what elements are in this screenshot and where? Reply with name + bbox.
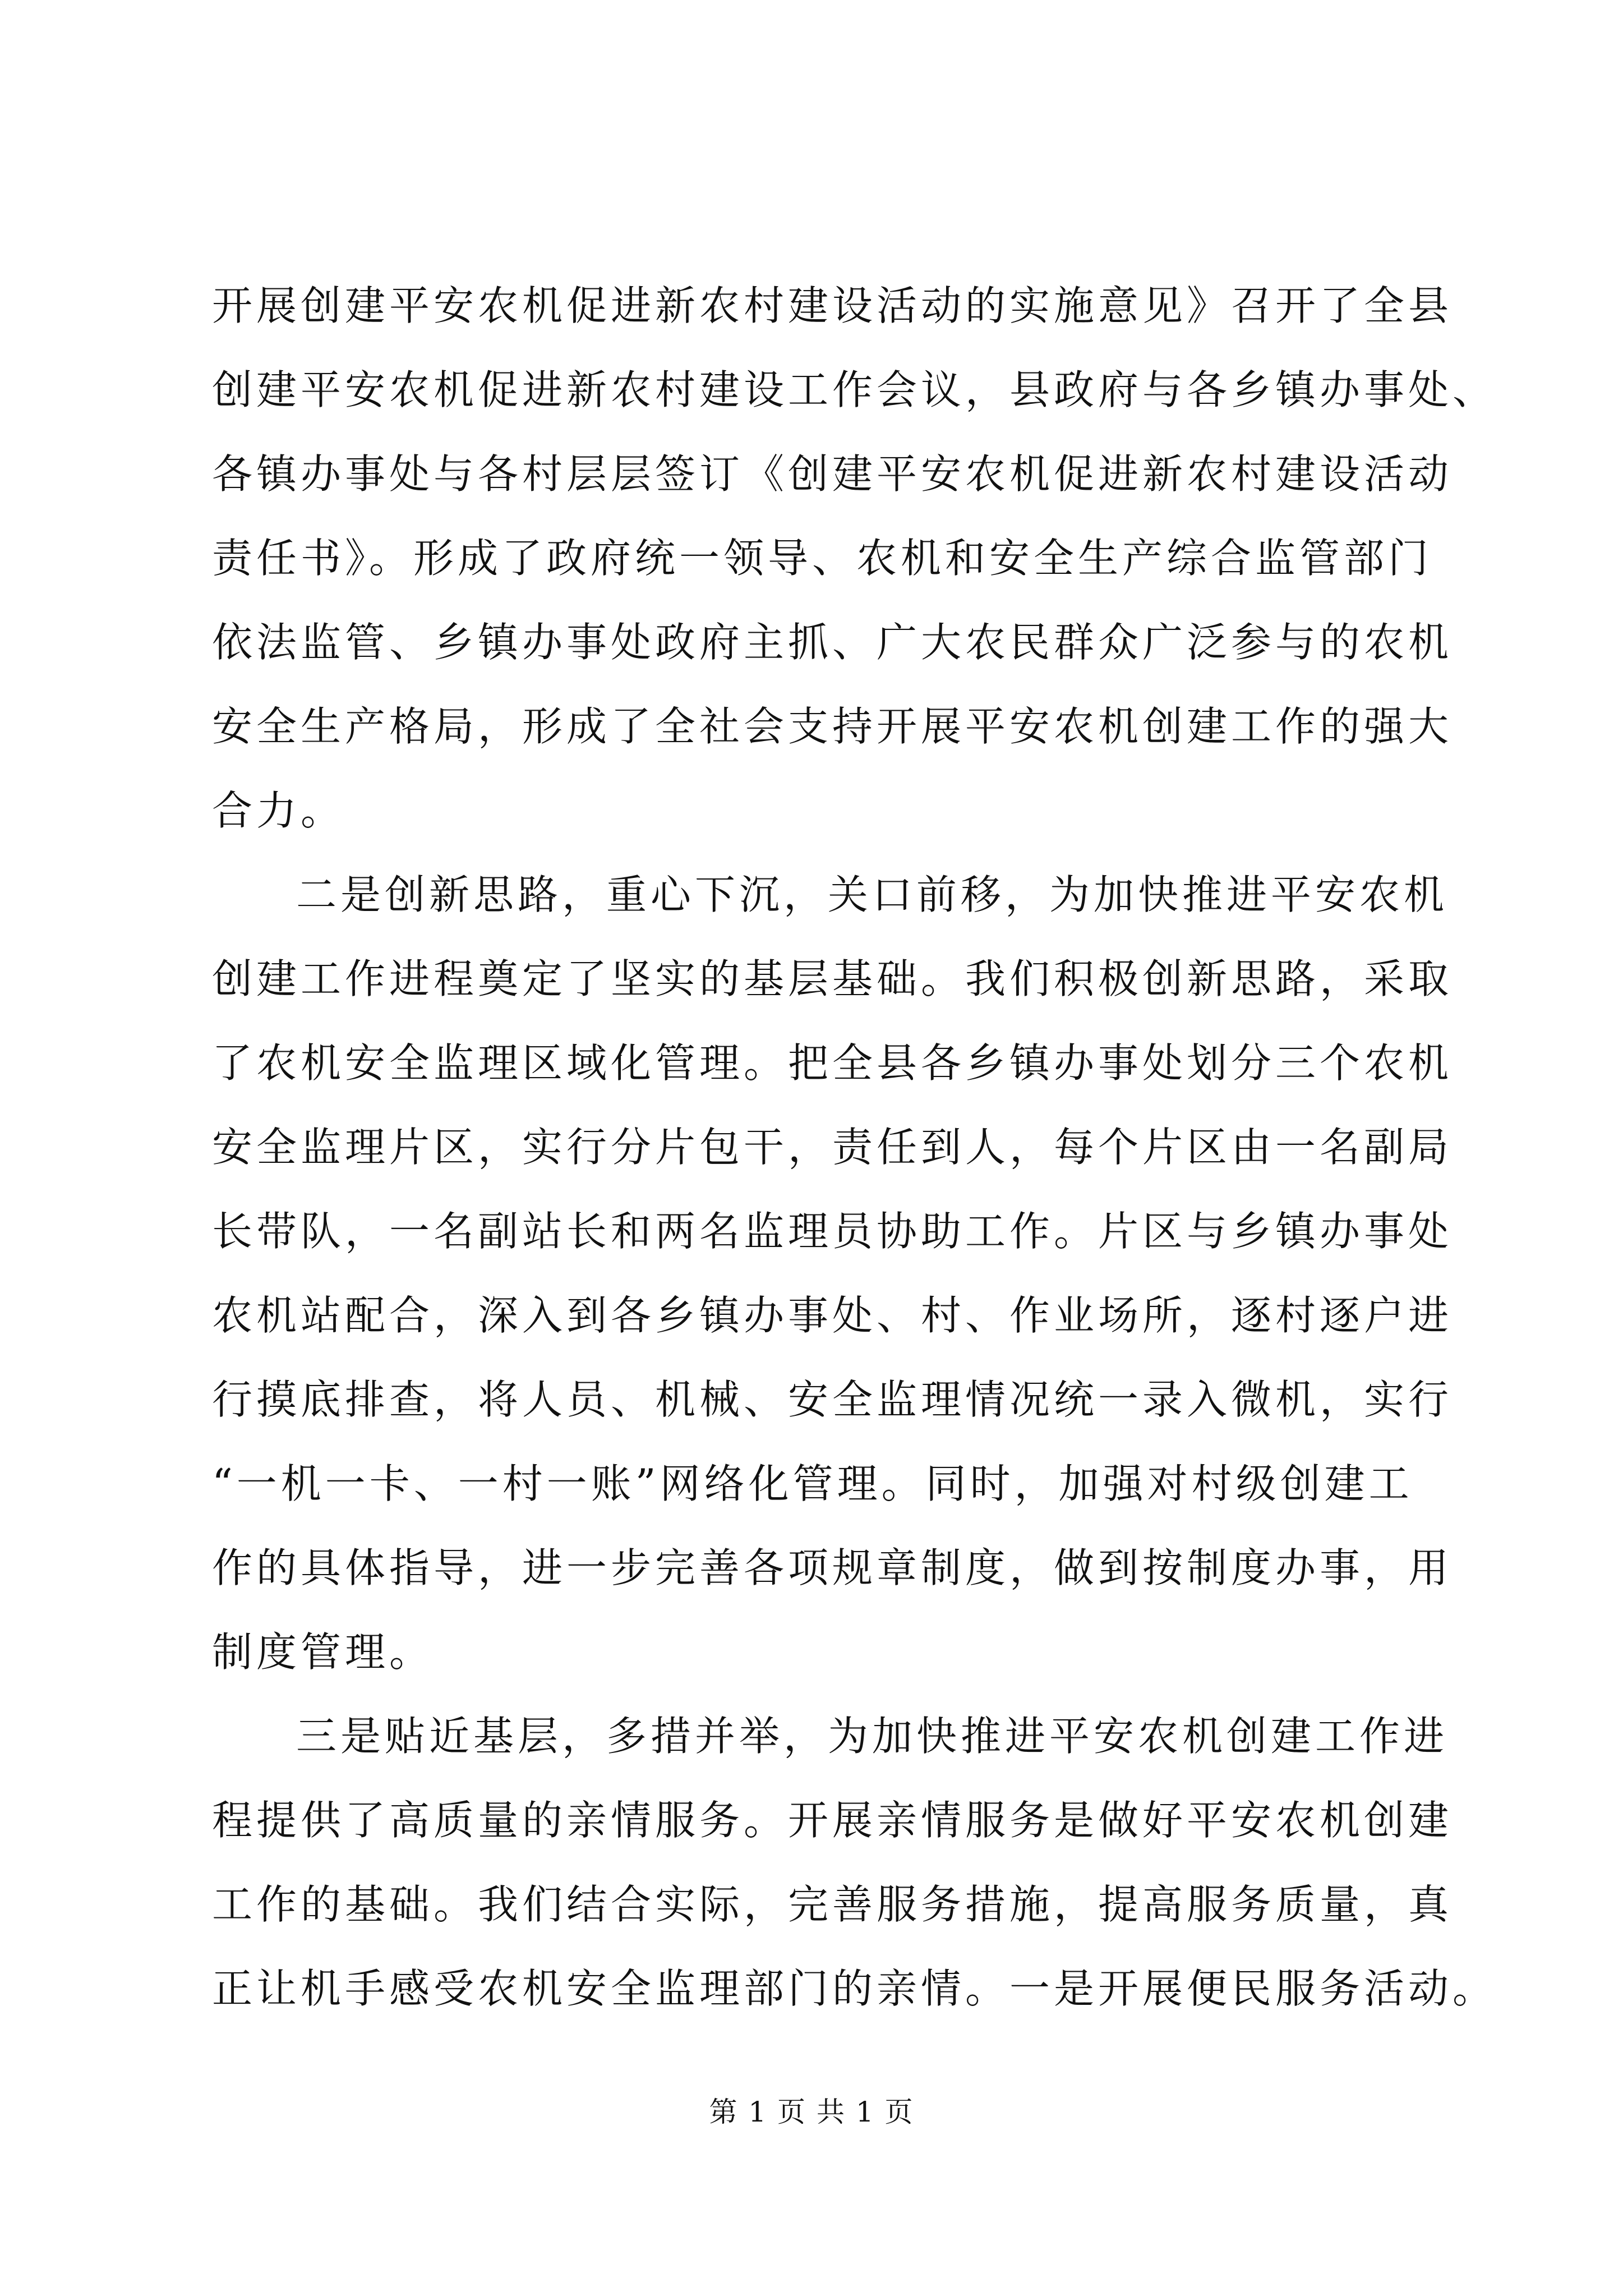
text-line: 责任书》。形成了政府统一领导、农机和安全生产综合监管部门 xyxy=(212,535,1433,582)
text-line: 程提供了高质量的亲情服务。开展亲情服务是做好平安农机创建 xyxy=(212,1797,1453,1844)
text-line: “一机一卡、一村一账”网络化管理。同时，加强对村级创建工 xyxy=(212,1460,1413,1507)
page-footer xyxy=(0,2095,1623,2129)
page-number-label: 第 1 页 共 1 页 xyxy=(709,2096,914,2128)
text-line: 作的具体指导，进一步完善各项规章制度，做到按制度办事，用 xyxy=(212,1544,1453,1591)
text-line: 各镇办事处与各村层层签订《创建平安农机促进新农村建设活动 xyxy=(212,450,1453,498)
text-line: 开展创建平安农机促进新农村建设活动的实施意见》召开了全县 xyxy=(212,282,1453,329)
text-line: 农机站配合，深入到各乡镇办事处、村、作业场所，逐村逐户进 xyxy=(212,1292,1453,1339)
text-line: 行摸底排查，将人员、机械、安全监理情况统一录入微机，实行 xyxy=(212,1376,1453,1423)
text-line: 工作的基础。我们结合实际，完善服务措施，提高服务质量，真 xyxy=(212,1881,1453,1928)
paragraph-start-line: 三是贴近基层，多措并举，为加快推进平安农机创建工作进 xyxy=(296,1713,1449,1760)
text-line: 安全生产格局，形成了全社会支持开展平安农机创建工作的强大 xyxy=(212,703,1453,750)
text-line: 依法监管、乡镇办事处政府主抓、广大农民群众广泛参与的农机 xyxy=(212,619,1453,666)
text-line: 安全监理片区，实行分片包干，责任到人，每个片区由一名副局 xyxy=(212,1124,1453,1171)
text-line: 了农机安全监理区域化管理。把全县各乡镇办事处划分三个农机 xyxy=(212,1039,1453,1087)
text-line: 正让机手感受农机安全监理部门的亲情。一是开展便民服务活动。 xyxy=(212,1965,1497,2012)
text-line: 制度管理。 xyxy=(212,1628,434,1676)
text-line: 长带队，一名副站长和两名监理员协助工作。片区与乡镇办事处 xyxy=(212,1208,1453,1255)
paragraph-start-line: 二是创新思路，重心下沉，关口前移，为加快推进平安农机 xyxy=(296,871,1449,918)
text-line: 创建平安农机促进新农村建设工作会议，县政府与各乡镇办事处、 xyxy=(212,366,1497,413)
text-line: 创建工作进程奠定了坚实的基层基础。我们积极创新思路，采取 xyxy=(212,955,1453,1002)
body-text xyxy=(212,264,1497,2031)
text-line: 合力。 xyxy=(212,787,345,834)
